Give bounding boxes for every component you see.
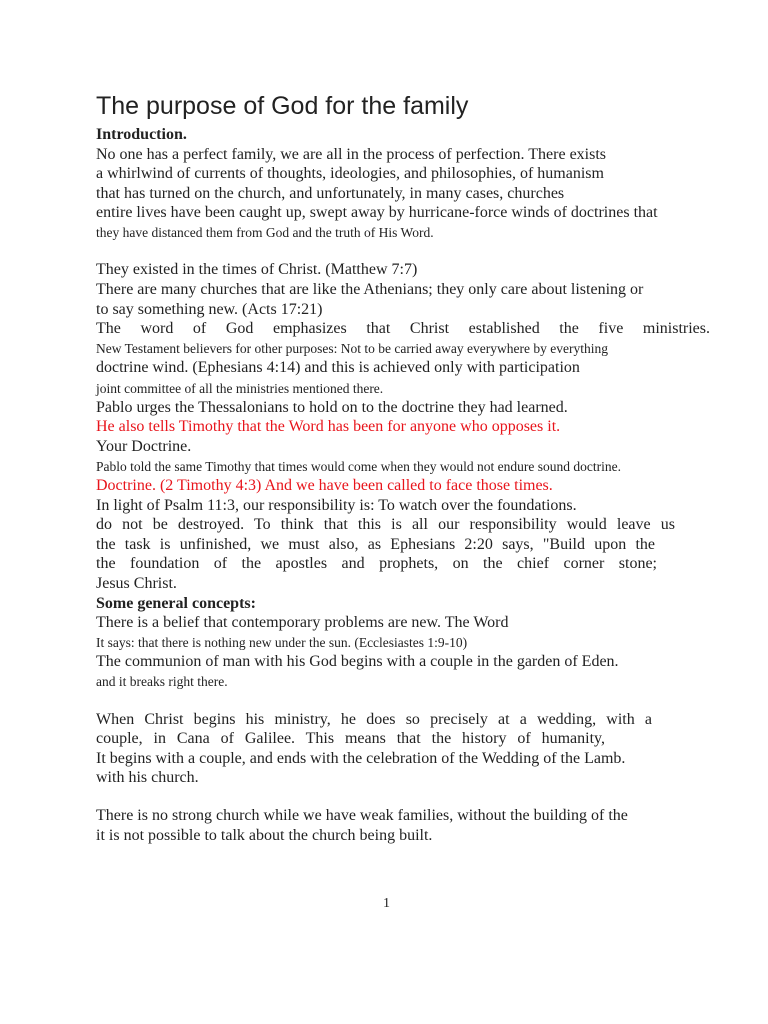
text-line: New Testament believers for other purposes: Not to be carried away everywhere by everything <box>96 341 608 356</box>
text-line: the foundation of the apostles and prophets, on the chief corner stone; <box>96 555 657 572</box>
text-line: the task is unfinished, we must also, as Ephesians 2:20 says, "Build upon the <box>96 536 655 553</box>
text-line: couple, in Cana of Galilee. This means that the history of humanity, <box>96 730 605 747</box>
text-line: do not be destroyed. To think that this is all our responsibility would leave us <box>96 516 675 533</box>
text-line: joint committee of all the ministries mentioned there. <box>96 381 384 396</box>
text-line: In light of Psalm 11:3, our responsibility is: To watch over the foundations. <box>96 497 577 514</box>
document-title: The purpose of God for the family <box>96 92 469 120</box>
text-line: entire lives have been caught up, swept away by hurricane-force winds of doctrines that <box>96 204 658 221</box>
text-line: There are many churches that are like the Athenians; they only care about listening or <box>96 281 644 298</box>
page-number: 1 <box>383 896 390 911</box>
text-line: The communion of man with his God begins with a couple in the garden of Eden. <box>96 653 619 670</box>
text-line: Jesus Christ. <box>96 575 177 592</box>
text-line: No one has a perfect family, we are all in the process of perfection. There exists <box>96 146 607 163</box>
heading-introduction: Introduction. <box>96 126 187 143</box>
text-line: a whirlwind of currents of thoughts, ideologies, and philosophies, of humanism <box>96 165 604 182</box>
text-line: They existed in the times of Christ. (Matthew 7:7) <box>96 261 418 278</box>
text-line: It says: that there is nothing new under the sun. (Ecclesiastes 1:9-10) <box>96 635 468 650</box>
highlighted-line: Doctrine. (2 Timothy 4:3) And we have been called to face those times. <box>96 477 553 494</box>
text-line: It begins with a couple, and ends with the celebration of the Wedding of the Lamb. <box>96 750 626 767</box>
heading-general-concepts: Some general concepts: <box>96 595 256 612</box>
text-line: Pablo told the same Timothy that times would come when they would not endure sound doctrine. <box>96 459 621 474</box>
highlighted-line: He also tells Timothy that the Word has been for anyone who opposes it. <box>96 418 561 435</box>
text-line: When Christ begins his ministry, he does so precisely at a wedding, with a <box>96 711 652 728</box>
text-line: with his church. <box>96 769 199 786</box>
text-line: There is a belief that contemporary problems are new. The Word <box>96 614 509 631</box>
text-line: it is not possible to talk about the church being built. <box>96 827 433 844</box>
text-line: they have distanced them from God and the truth of His Word. <box>96 225 434 240</box>
text-line: There is no strong church while we have weak families, without the building of the <box>96 807 628 824</box>
text-line: and it breaks right there. <box>96 674 228 689</box>
text-line: Pablo urges the Thessalonians to hold on to the doctrine they had learned. <box>96 399 568 416</box>
text-line: that has turned on the church, and unfortunately, in many cases, churches <box>96 185 565 202</box>
text-line: The word of God emphasizes that Christ established the five ministries. <box>96 320 710 337</box>
text-line: to say something new. (Acts 17:21) <box>96 301 323 318</box>
text-line: Your Doctrine. <box>96 438 192 455</box>
text-line: doctrine wind. (Ephesians 4:14) and this is achieved only with participation <box>96 359 580 376</box>
